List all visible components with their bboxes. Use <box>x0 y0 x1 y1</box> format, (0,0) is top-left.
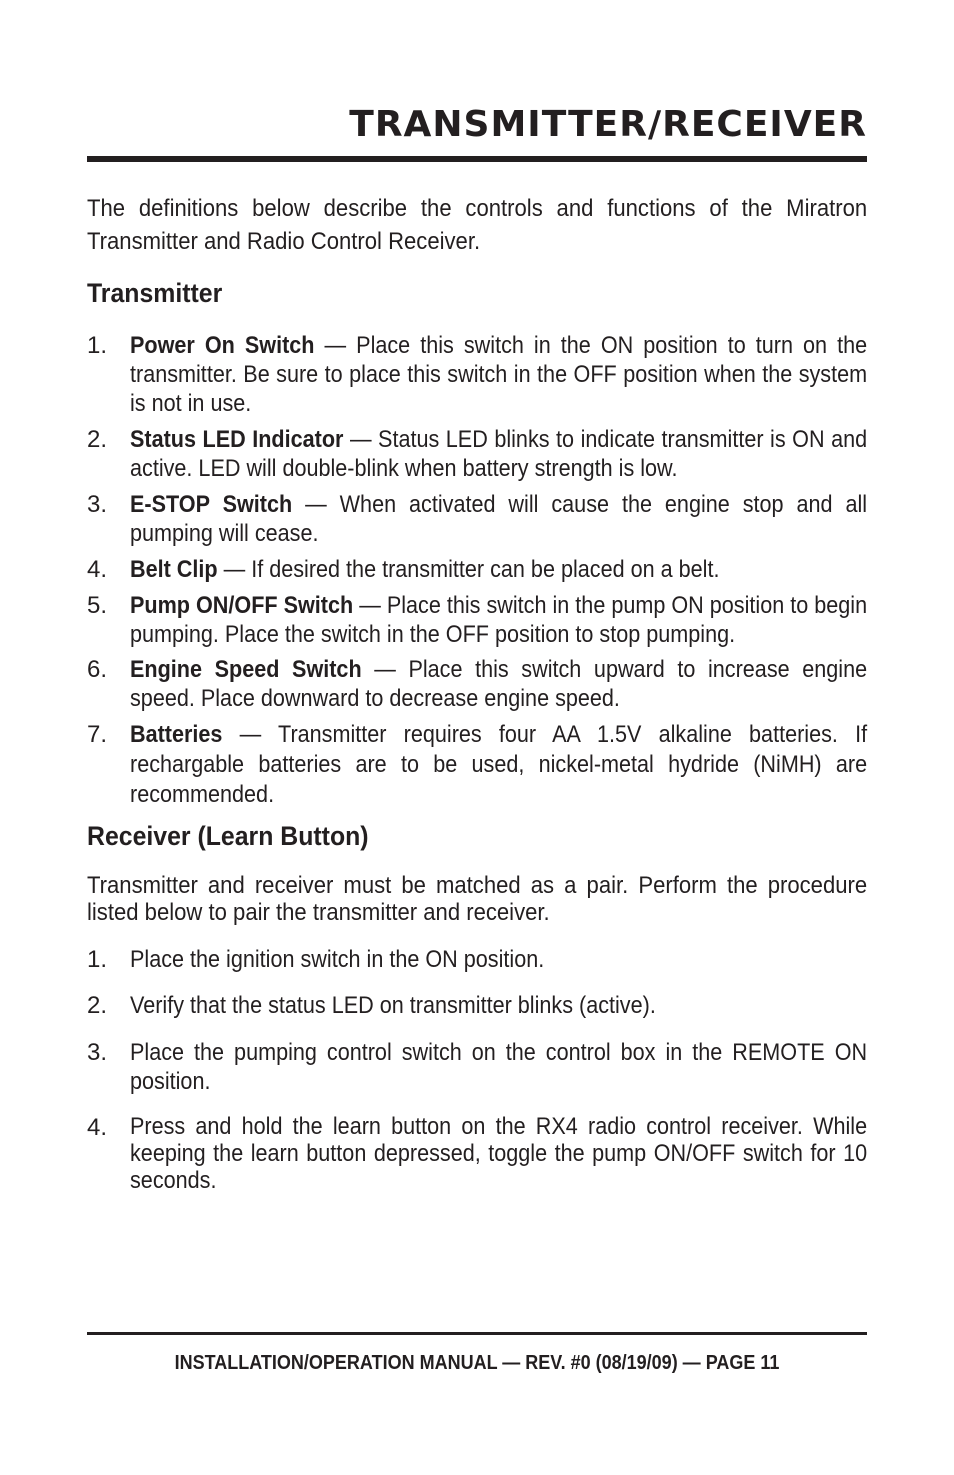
step-number: 4. <box>87 1114 108 1141</box>
receiver-heading: Receiver (Learn Button) <box>87 821 369 851</box>
step-text: Place the ignition switch in the ON position. <box>130 946 545 973</box>
item-term: Belt Clip <box>130 556 218 583</box>
step-text: Press and hold the learn button on the RX4 radio control receiver. While keeping the learn button depressed, toggle the pump ON/OFF switch for 10 seconds. <box>130 1113 868 1194</box>
item-number: 3. <box>87 491 108 518</box>
transmitter-heading: Transmitter <box>87 278 223 308</box>
item-description: — Place this switch in the ON position to turn on the transmitter. Be sure to place this switch in the OFF position when the system is not in use. <box>130 332 868 417</box>
item-term: Pump ON/OFF Switch <box>130 592 354 619</box>
item-term: Status LED Indicator <box>130 426 344 453</box>
item-term: Batteries <box>130 721 223 748</box>
item-term: Engine Speed Switch <box>130 656 362 683</box>
step-text: Verify that the status LED on transmitter blinks (active). <box>130 992 656 1019</box>
item-description: — Transmitter requires four AA 1.5V alkaline batteries. If rechargable batteries are to be used, nickel-metal hydride (NiMH) are recommended. <box>130 721 868 808</box>
item-text <box>130 425 867 483</box>
intro-paragraph: The definitions below describe the controls and functions of the Miratron Transmitter and Radio Control Receiver. <box>87 195 868 255</box>
step-number: 2. <box>87 992 108 1019</box>
item-text <box>130 591 867 649</box>
item-number: 6. <box>87 656 108 683</box>
item-text <box>130 555 867 584</box>
receiver-intro-paragraph: Transmitter and receiver must be matched as a pair. Perform the procedure listed below to pair the transmitter and receiver. <box>87 872 868 926</box>
item-number: 1. <box>87 332 108 359</box>
item-text <box>130 720 867 810</box>
item-description: — If desired the transmitter can be placed on a belt. <box>217 556 720 583</box>
item-text <box>130 655 867 713</box>
item-description: — Status LED blinks to indicate transmitter is ON and active. LED will double-blink when battery strength is low. <box>130 426 868 482</box>
item-number: 5. <box>87 592 108 619</box>
item-description: — When activated will cause the engine stop and all pumping will cease. <box>130 491 868 547</box>
item-description: — Place this switch upward to increase engine speed. Place downward to decrease engine speed. <box>130 656 868 712</box>
item-number: 7. <box>87 721 108 748</box>
footer-text: INSTALLATION/OPERATION MANUAL — REV. #0 (08/19/09) — PAGE 11 <box>174 1352 780 1374</box>
item-term: Power On Switch <box>130 332 315 359</box>
step-number: 3. <box>87 1039 108 1066</box>
step-number: 1. <box>87 946 108 973</box>
title-divider <box>87 156 867 162</box>
item-description: — Place this switch in the pump ON position to begin pumping. Place the switch in the OFF position to stop pumping. <box>130 592 868 648</box>
page-title: TRANSMITTER/RECEIVER <box>349 104 867 145</box>
footer-divider <box>87 1332 867 1335</box>
item-text <box>130 331 867 418</box>
item-term: E-STOP Switch <box>130 491 293 518</box>
item-number: 4. <box>87 556 108 583</box>
item-number: 2. <box>87 426 108 453</box>
step-text: Place the pumping control switch on the control box in the REMOTE ON position. <box>130 1039 868 1095</box>
page-footer <box>87 1350 867 1376</box>
item-text <box>130 490 867 548</box>
